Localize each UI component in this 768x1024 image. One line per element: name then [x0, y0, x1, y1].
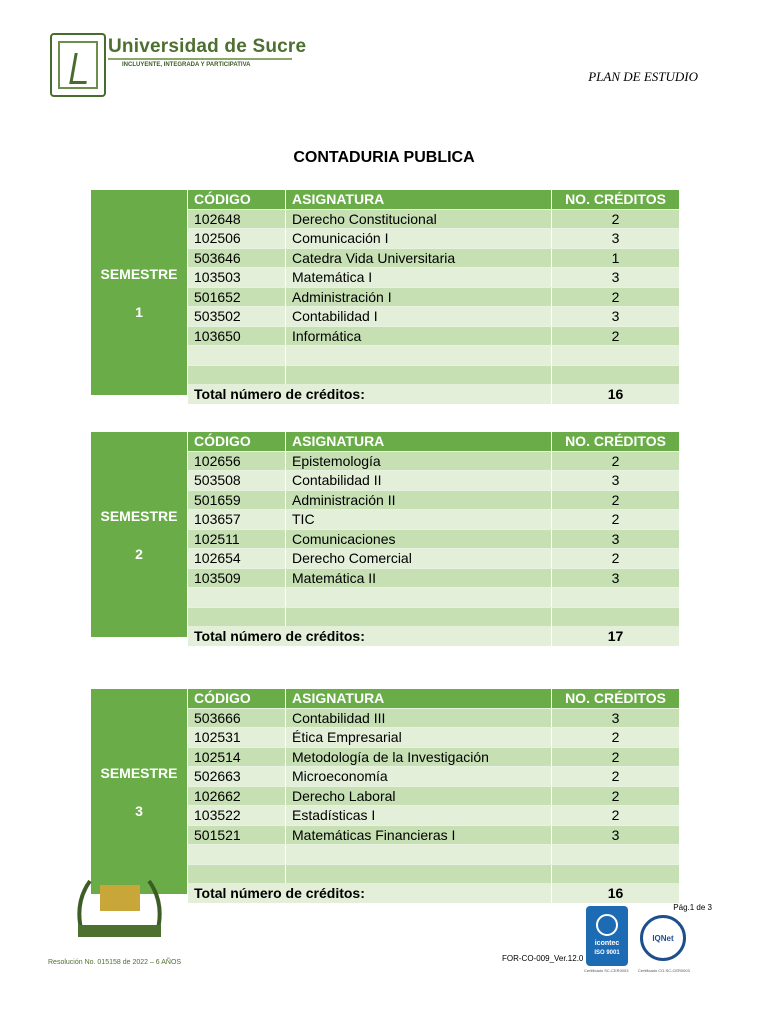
- course-code: 501521: [188, 826, 286, 845]
- course-code: [188, 588, 286, 607]
- course-subject: Ética Empresarial: [286, 728, 552, 747]
- course-credits: 3: [611, 269, 620, 285]
- course-code: [188, 608, 286, 627]
- icontec-icon: [596, 914, 618, 936]
- resolution-text: Resolución No. 015158 de 2022 – 6 AÑOS: [48, 959, 182, 966]
- course-credits: 3: [611, 230, 620, 246]
- semester-table: [188, 689, 679, 901]
- course-subject: [286, 588, 552, 607]
- semester-table: [188, 432, 679, 644]
- table-row: [188, 228, 679, 248]
- course-code: 103522: [188, 806, 286, 825]
- semester-label: [91, 190, 187, 395]
- semester-label: [91, 432, 187, 637]
- course-credits: [552, 588, 679, 607]
- table-row: [188, 209, 679, 229]
- table-row: [188, 587, 679, 607]
- total-value: 16: [607, 885, 624, 901]
- course-credits: 2: [611, 511, 620, 527]
- university-name: Universidad de Sucre: [108, 36, 307, 57]
- course-code: 503666: [188, 709, 286, 728]
- table-row: [188, 727, 679, 747]
- course-subject: Administración II: [286, 491, 552, 510]
- university-logo: [50, 33, 106, 97]
- course-code: 103650: [188, 327, 286, 346]
- semester-block: [91, 689, 679, 901]
- course-credits: 3: [611, 530, 620, 547]
- course-code: 102654: [188, 549, 286, 568]
- table-row: [188, 248, 679, 268]
- course-credits: [552, 845, 679, 864]
- table-row: [188, 509, 679, 529]
- course-subject: Matemáticas Financieras I: [286, 826, 552, 845]
- table-header: [188, 432, 679, 451]
- course-subject: [286, 845, 552, 864]
- table-row: [188, 470, 679, 490]
- course-subject: [286, 608, 552, 627]
- header-code: CÓDIGO: [188, 190, 286, 209]
- course-credits: 2: [611, 550, 620, 566]
- course-credits: 3: [611, 569, 620, 586]
- table-row: [188, 529, 679, 549]
- course-code: 102662: [188, 787, 286, 806]
- course-code: 501659: [188, 491, 286, 510]
- course-subject: Microeconomía: [286, 767, 552, 786]
- table-row: [188, 568, 679, 588]
- semester-number: 3: [135, 802, 143, 819]
- table-row: [188, 287, 679, 307]
- table-row: [188, 451, 679, 471]
- total-row: [188, 384, 679, 404]
- course-credits: 2: [611, 327, 620, 344]
- table-row: [188, 490, 679, 510]
- course-code: 102506: [188, 229, 286, 248]
- course-credits: 2: [611, 748, 620, 765]
- semester-number: 1: [135, 303, 143, 320]
- course-subject: Matemática II: [286, 569, 552, 588]
- semester-number: 2: [135, 545, 143, 562]
- course-credits: [552, 346, 679, 365]
- course-subject: TIC: [286, 510, 552, 529]
- course-subject: Comunicación I: [286, 229, 552, 248]
- total-label: Total número de créditos:: [188, 883, 552, 903]
- course-credits: 3: [611, 826, 620, 843]
- semester-label: [91, 689, 187, 894]
- course-credits: 2: [611, 452, 620, 469]
- cert-text-1: Certificado SC-CER0003: [584, 968, 629, 973]
- total-value: 16: [607, 386, 624, 402]
- course-subject: Contabilidad III: [286, 709, 552, 728]
- course-code: [188, 346, 286, 365]
- header-subject: ASIGNATURA: [286, 190, 552, 209]
- table-header: [188, 190, 679, 209]
- total-row: [188, 626, 679, 646]
- course-code: [188, 366, 286, 385]
- form-code: FOR-CO-009_Ver.12.0: [502, 954, 584, 963]
- course-code: 503646: [188, 249, 286, 268]
- course-subject: Derecho Comercial: [286, 549, 552, 568]
- iso-label: ISO 9001: [594, 950, 620, 956]
- accreditation-seal: [72, 873, 167, 945]
- semester-block: [91, 432, 679, 644]
- table-row: [188, 844, 679, 864]
- course-credits: 2: [611, 288, 620, 305]
- course-credits: 2: [611, 210, 620, 227]
- course-subject: Derecho Constitucional: [286, 210, 552, 229]
- course-code: 501652: [188, 288, 286, 307]
- course-subject: Contabilidad II: [286, 471, 552, 490]
- course-code: 102531: [188, 728, 286, 747]
- total-label: Total número de créditos:: [188, 384, 552, 404]
- course-code: 102511: [188, 530, 286, 549]
- course-credits: 3: [611, 308, 620, 324]
- course-subject: Informática: [286, 327, 552, 346]
- course-credits: 2: [611, 787, 620, 804]
- table-row: [188, 548, 679, 568]
- course-subject: Epistemología: [286, 452, 552, 471]
- course-code: 502663: [188, 767, 286, 786]
- document-type: PLAN DE ESTUDIO: [588, 69, 698, 84]
- course-credits: 2: [611, 768, 620, 784]
- course-subject: [286, 346, 552, 365]
- table-header: [188, 689, 679, 708]
- table-row: [188, 365, 679, 385]
- table-row: [188, 825, 679, 845]
- semester-block: [91, 190, 679, 402]
- course-subject: Estadísticas I: [286, 806, 552, 825]
- course-credits: [552, 865, 679, 884]
- cert-text-2: Certificado CO-SC-CER0003: [638, 968, 690, 973]
- icontec-label: icontec: [594, 940, 620, 947]
- total-value: 17: [607, 628, 624, 644]
- course-credits: 2: [611, 729, 620, 745]
- header-credits: NO. CRÉDITOS: [565, 191, 666, 207]
- semester-word: SEMESTRE: [100, 507, 178, 524]
- table-row: [188, 708, 679, 728]
- table-row: [188, 766, 679, 786]
- course-code: 102656: [188, 452, 286, 471]
- page-number: Pág.1 de 3: [673, 903, 712, 912]
- header-subject: ASIGNATURA: [286, 432, 552, 451]
- semester-table: [188, 190, 679, 402]
- table-row: [188, 864, 679, 884]
- table-row: [188, 345, 679, 365]
- course-subject: Comunicaciones: [286, 530, 552, 549]
- divider: [108, 58, 292, 60]
- iqnet-logo: IQNet: [640, 915, 686, 961]
- course-subject: Contabilidad I: [286, 307, 552, 326]
- course-subject: Derecho Laboral: [286, 787, 552, 806]
- header-code: CÓDIGO: [188, 689, 286, 708]
- header-subject: ASIGNATURA: [286, 689, 552, 708]
- total-row: [188, 883, 679, 903]
- course-credits: [552, 608, 679, 627]
- course-subject: [286, 366, 552, 385]
- course-code: 103503: [188, 268, 286, 287]
- course-code: 102514: [188, 748, 286, 767]
- table-row: [188, 805, 679, 825]
- course-code: 103509: [188, 569, 286, 588]
- course-subject: Catedra Vida Universitaria: [286, 249, 552, 268]
- course-credits: 3: [611, 709, 620, 726]
- course-credits: 2: [611, 491, 620, 508]
- university-motto: INCLUYENTE, INTEGRADA Y PARTICIPATIVA: [122, 62, 251, 68]
- table-row: [188, 306, 679, 326]
- course-credits: 3: [611, 472, 620, 488]
- table-row: [188, 786, 679, 806]
- course-credits: 2: [611, 807, 620, 823]
- course-code: [188, 845, 286, 864]
- semester-word: SEMESTRE: [100, 265, 178, 282]
- semester-word: SEMESTRE: [100, 764, 178, 781]
- course-code: 503508: [188, 471, 286, 490]
- header-credits: NO. CRÉDITOS: [565, 690, 666, 706]
- course-subject: Matemática I: [286, 268, 552, 287]
- course-code: 503502: [188, 307, 286, 326]
- table-row: [188, 747, 679, 767]
- table-row: [188, 607, 679, 627]
- course-subject: Metodología de la Investigación: [286, 748, 552, 767]
- page-title: CONTADURIA PUBLICA: [293, 149, 475, 166]
- course-subject: Administración I: [286, 288, 552, 307]
- course-credits: [552, 366, 679, 385]
- course-code: 103657: [188, 510, 286, 529]
- course-code: [188, 865, 286, 884]
- header-credits: NO. CRÉDITOS: [565, 433, 666, 449]
- table-row: [188, 267, 679, 287]
- course-subject: [286, 865, 552, 884]
- table-row: [188, 326, 679, 346]
- header-code: CÓDIGO: [188, 432, 286, 451]
- course-code: 102648: [188, 210, 286, 229]
- course-credits: 1: [611, 249, 620, 266]
- icontec-logo: [586, 906, 628, 966]
- total-label: Total número de créditos:: [188, 626, 552, 646]
